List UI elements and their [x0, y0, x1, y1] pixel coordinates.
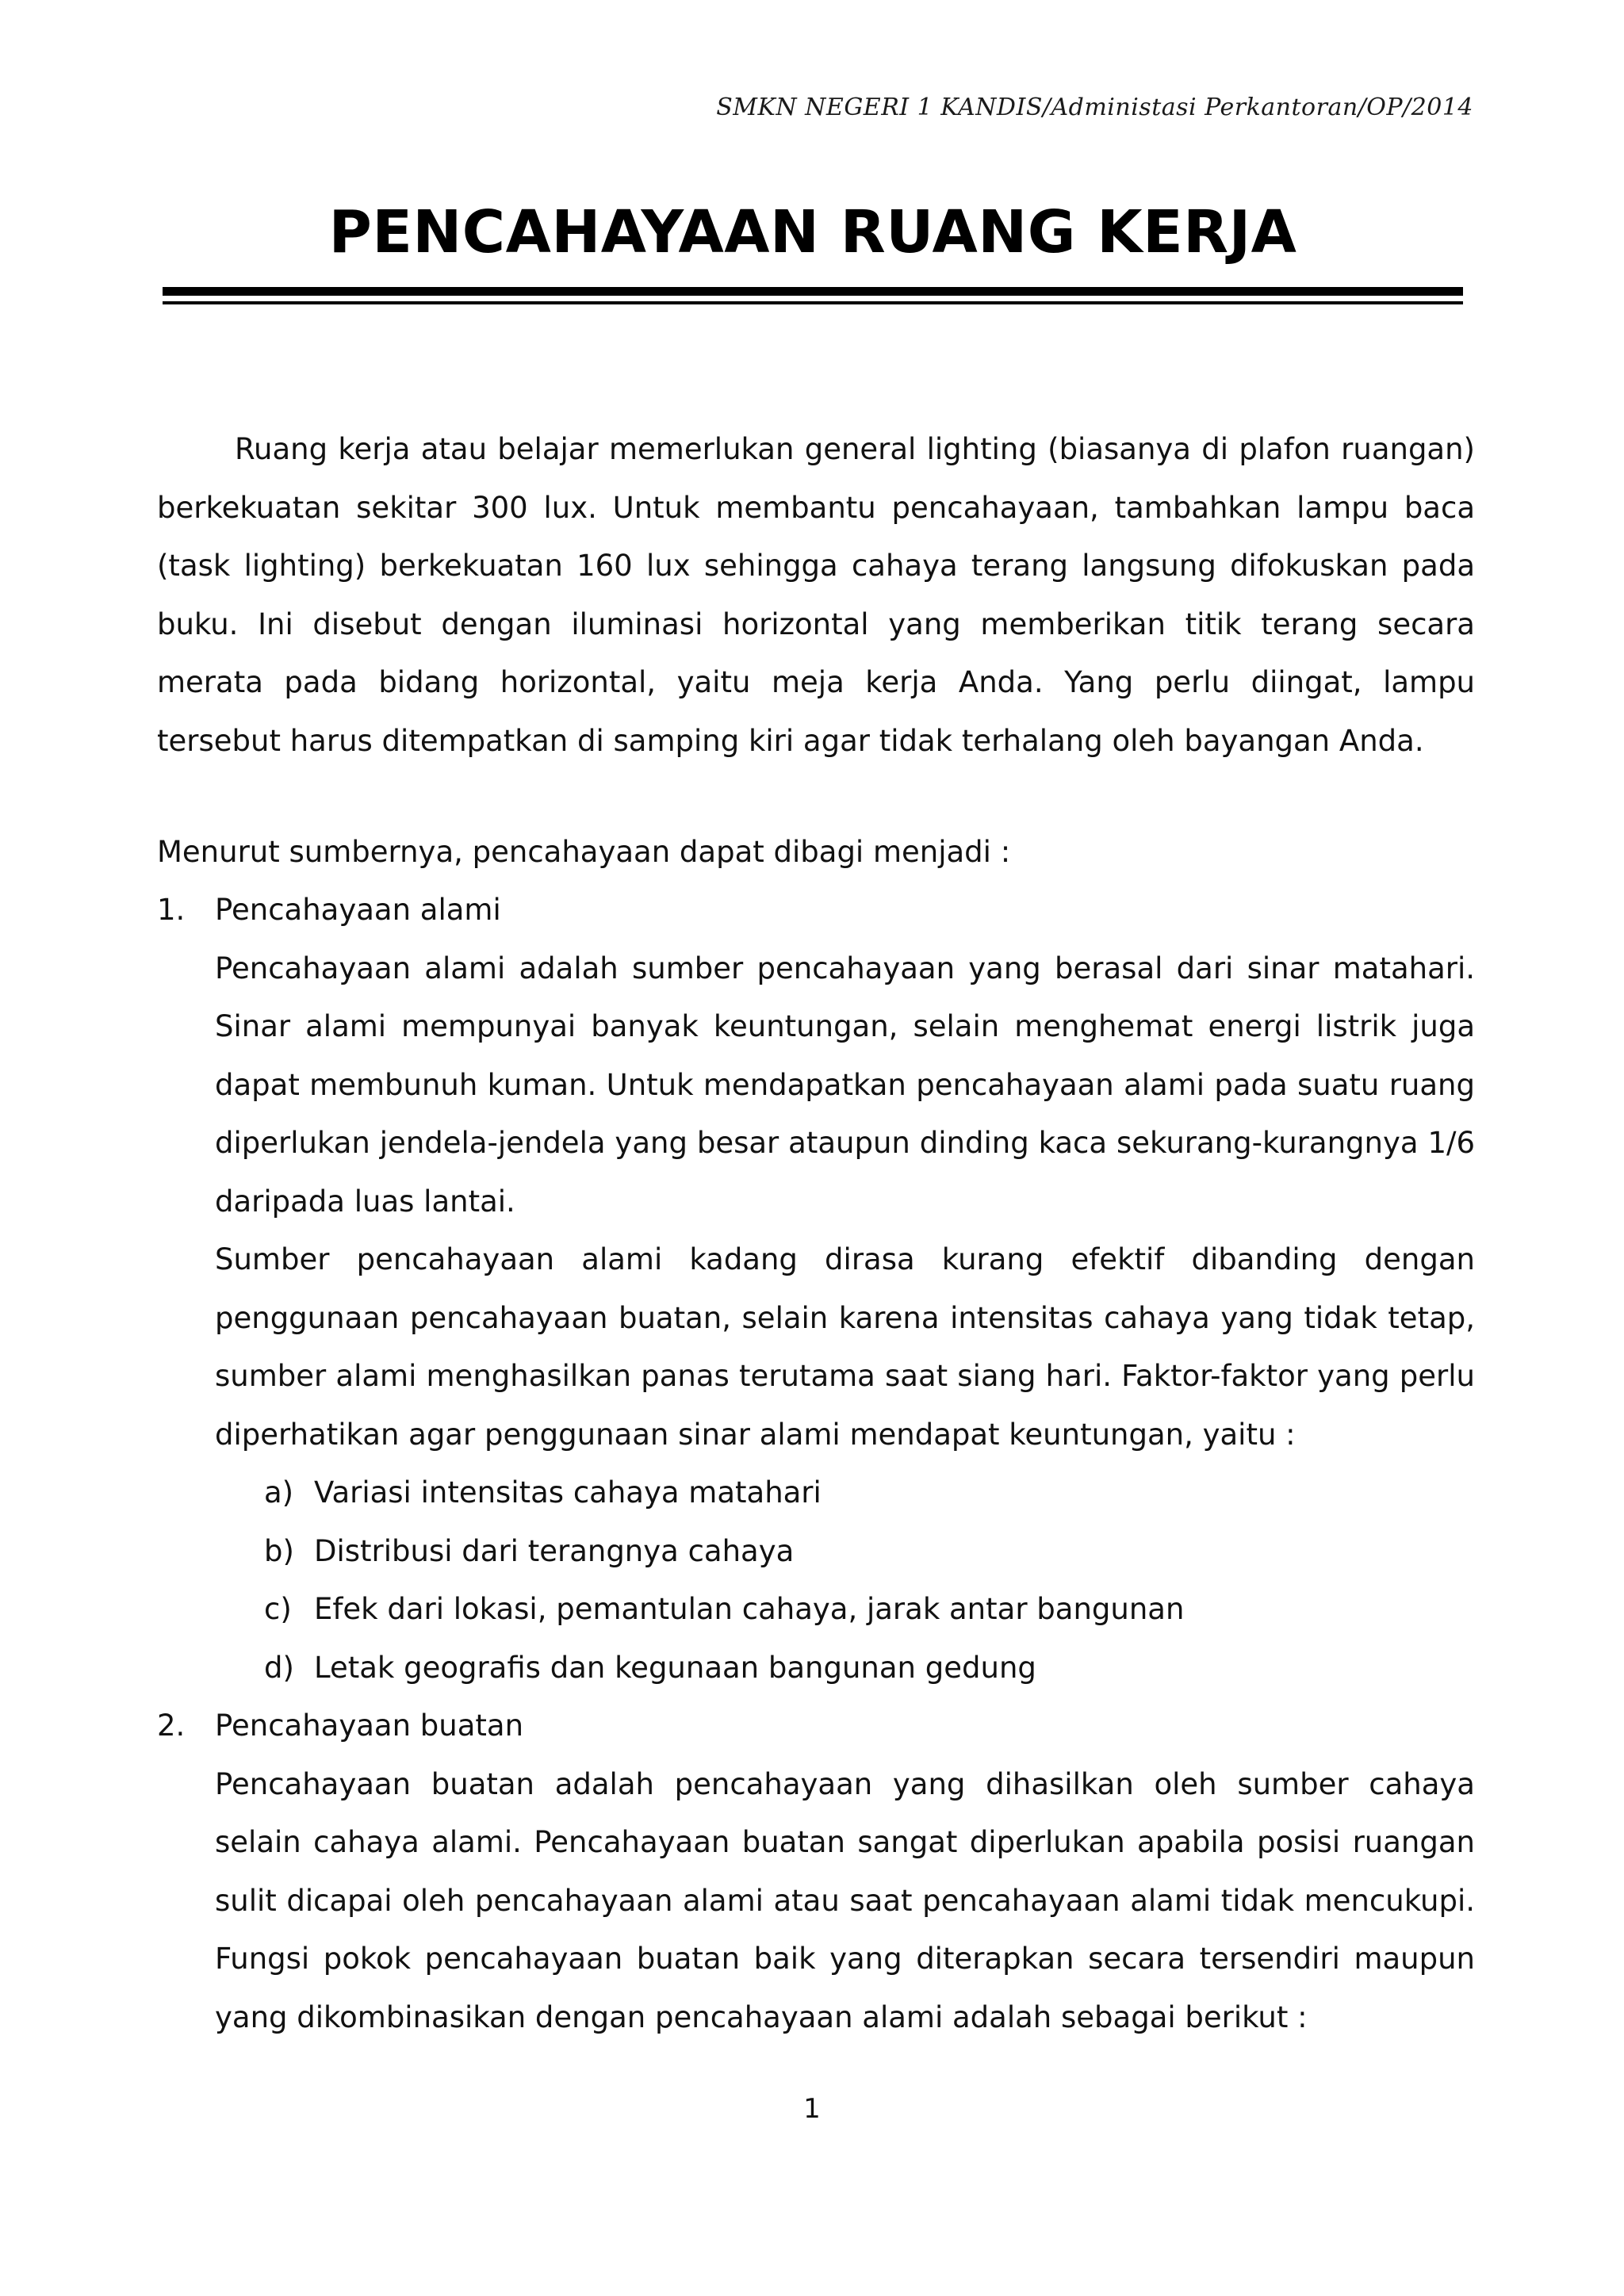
sub-list-marker: a) — [264, 1475, 294, 1510]
sub-list-text: Variasi intensitas cahaya matahari — [314, 1475, 822, 1510]
list-item-heading: Pencahayaan alami — [215, 893, 501, 927]
page-number: 1 — [803, 2093, 821, 2125]
list-lead-in: Menurut sumbernya, pencahayaan dapat dibagi menjadi : — [157, 835, 1011, 869]
sub-list-item — [215, 1639, 1475, 1697]
intro-paragraph: Ruang kerja atau belajar memerlukan general lighting (biasanya di plafon ruangan) berkekuatan sekitar 300 lux. Untuk membantu pencahayaan, tambahkan lampu baca (task lighting) berkekuatan 160 lux sehingga cahaya terang langsung difokuskan pada buku. Ini disebut dengan iluminasi horizontal yang memberikan titik terang secara merata pada bidang horizontal, yaitu meja kerja Anda. Yang perlu diingat, lampu tersebut harus ditempatkan di samping kiri agar tidak terhalang oleh bayangan Anda. — [157, 432, 1475, 758]
list-item-artificial-lighting — [157, 1697, 1475, 2046]
list-item-paragraph: Pencahayaan buatan adalah pencahayaan yang dihasilkan oleh sumber cahaya selain cahaya alami. Pencahayaan buatan sangat diperlukan apabila posisi ruangan sulit dicapai oleh pencahayaan alami atau saat pencahayaan alami tidak mencukupi. Fungsi pokok pencahayaan buatan baik yang diterapkan secara tersendiri maupun yang dikombinasikan dengan pencahayaan alami adalah sebagai berikut : — [215, 1766, 1475, 2034]
running-header: SMKN NEGERI 1 KANDIS/Administasi Perkantoran/OP/2014 — [716, 94, 1473, 121]
sub-list-text: Letak geografis dan kegunaan bangunan gedung — [314, 1650, 1036, 1685]
title-rule-thick — [163, 287, 1463, 296]
sub-list-item — [215, 1464, 1475, 1522]
list-item-heading: Pencahayaan buatan — [215, 1709, 524, 1743]
sub-list-text: Distribusi dari terangnya cahaya — [314, 1533, 795, 1568]
sub-list-item — [215, 1580, 1475, 1639]
sub-list-text: Efek dari lokasi, pemantulan cahaya, jarak antar bangunan — [314, 1592, 1185, 1626]
list-item-paragraph: Sumber pencahayaan alami kadang dirasa kurang efektif dibanding dengan penggunaan pencahayaan buatan, selain karena intensitas cahaya yang tidak tetap, sumber alami menghasilkan panas terutama saat siang hari. Faktor-faktor yang perlu diperhatikan agar penggunaan sinar alami mendapat keuntungan, yaitu : — [215, 1242, 1475, 1452]
list-item-number: 1. — [157, 893, 186, 927]
list-item-number: 2. — [157, 1709, 186, 1743]
page-title: PENCAHAYAAN RUANG KERJA — [328, 198, 1297, 266]
sub-list-marker: c) — [264, 1592, 292, 1626]
list-item-paragraph: Pencahayaan alami adalah sumber pencahayaan yang berasal dari sinar matahari. Sinar alami mempunyai banyak keuntungan, selain menghemat energi listrik juga dapat membunuh kuman. Untuk mendapatkan pencahayaan alami pada suatu ruang diperlukan jendela-jendela yang besar ataupun dinding kaca sekurang-kurangnya 1/6 daripada luas lantai. — [215, 951, 1475, 1219]
numbered-list — [157, 881, 1475, 2046]
list-item-natural-lighting — [157, 881, 1475, 1697]
sub-list-marker: b) — [264, 1533, 294, 1568]
sub-list-item — [215, 1522, 1475, 1581]
factor-sub-list — [215, 1464, 1475, 1697]
sub-list-marker: d) — [264, 1650, 294, 1685]
title-rule-thin — [163, 301, 1463, 304]
